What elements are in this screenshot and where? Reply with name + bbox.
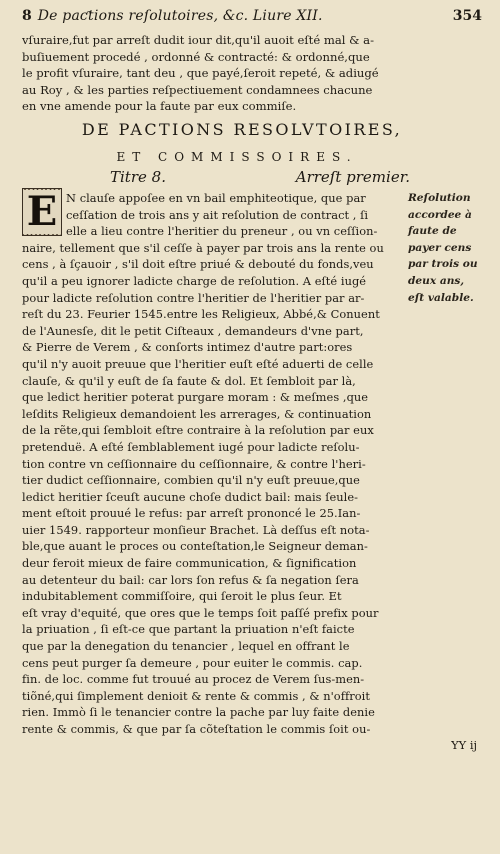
text-line: pretenduë. A eſté ſemblablement iugé pour ladicte reſolu- bbox=[22, 439, 360, 454]
text-line: ble,que auant le proces ou conteſtation,le Seigneur deman- bbox=[22, 539, 368, 554]
margin-note-line: faute de bbox=[408, 225, 457, 238]
text-line: buſiuement procedé , ordonné & contracté: & ordonné,que bbox=[22, 49, 370, 64]
margin-note bbox=[408, 190, 494, 306]
section-subtitle: ET COMMISSOIRES. bbox=[116, 150, 358, 164]
text-line: ceſſation de trois ans y ait reſolution de contract , ſi bbox=[66, 207, 369, 222]
text-line: N clauſe appoſee en vn bail emphiteotique, que par bbox=[66, 191, 366, 205]
folio-number: 354 bbox=[452, 8, 482, 24]
text-line: vſuraire,fut par arreſt dudit iour dit,qu'il auoit eſté mal & a- bbox=[22, 33, 375, 47]
margin-note-line: accordee à bbox=[408, 208, 472, 221]
text-line: de la rẽte,qui ſembloit eſtre contraire à la reſolution par eux bbox=[22, 423, 374, 438]
running-title: De paƈtions reſolutoires, &c. Liure XII. bbox=[37, 8, 323, 24]
text-line: la priuation , ſi eſt-ce que partant la priuation n'eſt faicte bbox=[22, 622, 355, 637]
text-line: ment eſtoit prouué le refus: par arreſt prononcé le 25.Ian- bbox=[22, 506, 361, 521]
text-line: pour ladicte reſolution contre l'heritier de l'heritier par ar- bbox=[22, 290, 365, 305]
intro-paragraph bbox=[22, 32, 484, 115]
text-line: de l'Aunesſe, dit le petit Ciſteaux , demandeurs d'vne part, bbox=[22, 323, 364, 338]
text-line: qu'il a peu ignorer ladicte charge de reſolution. A eſté iugé bbox=[22, 273, 367, 288]
signature-mark: YY ij bbox=[451, 738, 477, 752]
page-number: 8 bbox=[22, 8, 32, 24]
titre-row bbox=[110, 168, 410, 186]
text-line: au Roy , & les parties reſpectiuement condamnees chacune bbox=[22, 82, 373, 97]
text-line: uier 1549. rapporteur monſieur Brachet. Là deſſus eſt nota- bbox=[22, 522, 370, 537]
text-line: ledict heritier ſceuſt aucune choſe dudict bail: mais ſeule- bbox=[22, 489, 359, 504]
text-line: tion contre vn ceſſionnaire du ceſſionnaire, & contre l'heri- bbox=[22, 456, 366, 471]
text-line: qu'il n'y auoit preuue que l'heritier euſt eſté aduerti de celle bbox=[22, 356, 374, 371]
margin-note-line: par trois ou bbox=[408, 258, 478, 271]
text-line: clauſe, & qu'il y euſt de ſa faute & dol. Et ſembloit par là, bbox=[22, 373, 356, 388]
section-title: DE PACTIONS RESOLVTOIRES, bbox=[81, 120, 403, 139]
text-line: que par la denegation du tenancier , lequel en offrant le bbox=[22, 639, 350, 654]
margin-note-line: payer cens bbox=[408, 241, 472, 254]
text-line: cens peut purger ſa demeure , pour euiter le commis. cap. bbox=[22, 655, 363, 670]
text-line: que ledict heritier poterat purgare moram : & meſmes ,que bbox=[22, 390, 369, 405]
text-line: rente & commis, & que par ſa cõteſtation le commis ſoit ou- bbox=[22, 722, 371, 736]
arrest-label: Arreſt premier. bbox=[295, 168, 410, 186]
text-line: indubitablement commiſſoire, qui ſeroit le plus ſeur. Et bbox=[22, 589, 342, 604]
text-line: naire, tellement que s'il ceſſe à payer par trois ans la rente ou bbox=[22, 240, 384, 255]
text-line: fin. de loc. comme fut trouué au procez de Verem ſus-men- bbox=[22, 672, 365, 687]
text-line: en vne amende pour la faute par eux commiſe. bbox=[22, 99, 297, 114]
titre-label: Titre 8. bbox=[110, 168, 166, 186]
running-header bbox=[22, 8, 482, 24]
text-line: elle a lieu contre l'heritier du preneur , ou vn ceſſion- bbox=[66, 224, 378, 239]
text-line: tiõné,qui ſimplement denioit & rente & commis , & n'offroit bbox=[22, 688, 370, 703]
text-line: le profit vſuraire, tant deu , que payé,ſeroit repeté, & adiugé bbox=[22, 66, 379, 81]
text-line: & Pierre de Verem , & conſorts intimez d'autre part:ores bbox=[22, 340, 353, 355]
main-body-text bbox=[22, 190, 414, 738]
text-line: eſt vray d'equité, que ores que le temps ſoit paſſé prefix pour bbox=[22, 605, 379, 620]
text-line: reſt du 23. Feurier 1545.entre les Religieux, Abbé,& Conuent bbox=[22, 307, 380, 322]
text-line: au detenteur du bail: car lors ſon refus & ſa negation ſera bbox=[22, 572, 359, 587]
text-line: leſdits Religieux demandoient les arrerages, & continuation bbox=[22, 406, 372, 421]
margin-note-line: Reſolution bbox=[408, 192, 471, 204]
dropcap-letter: E bbox=[23, 190, 62, 234]
margin-note-line: deux ans, bbox=[408, 274, 465, 287]
text-line: cens , à ſçauoir , s'il doit eſtre priué & debouté du fonds,veu bbox=[22, 257, 374, 272]
margin-note-line: eſt valable. bbox=[408, 291, 474, 304]
text-line: tier dudict ceſſionnaire, combien qu'il n'y euſt preuue,que bbox=[22, 473, 360, 488]
text-line: rien. Immò ſi le tenancier contre la pache par luy faite denie bbox=[22, 705, 375, 720]
text-line: deur feroit mieux de faire communication, & ſignification bbox=[22, 556, 357, 571]
